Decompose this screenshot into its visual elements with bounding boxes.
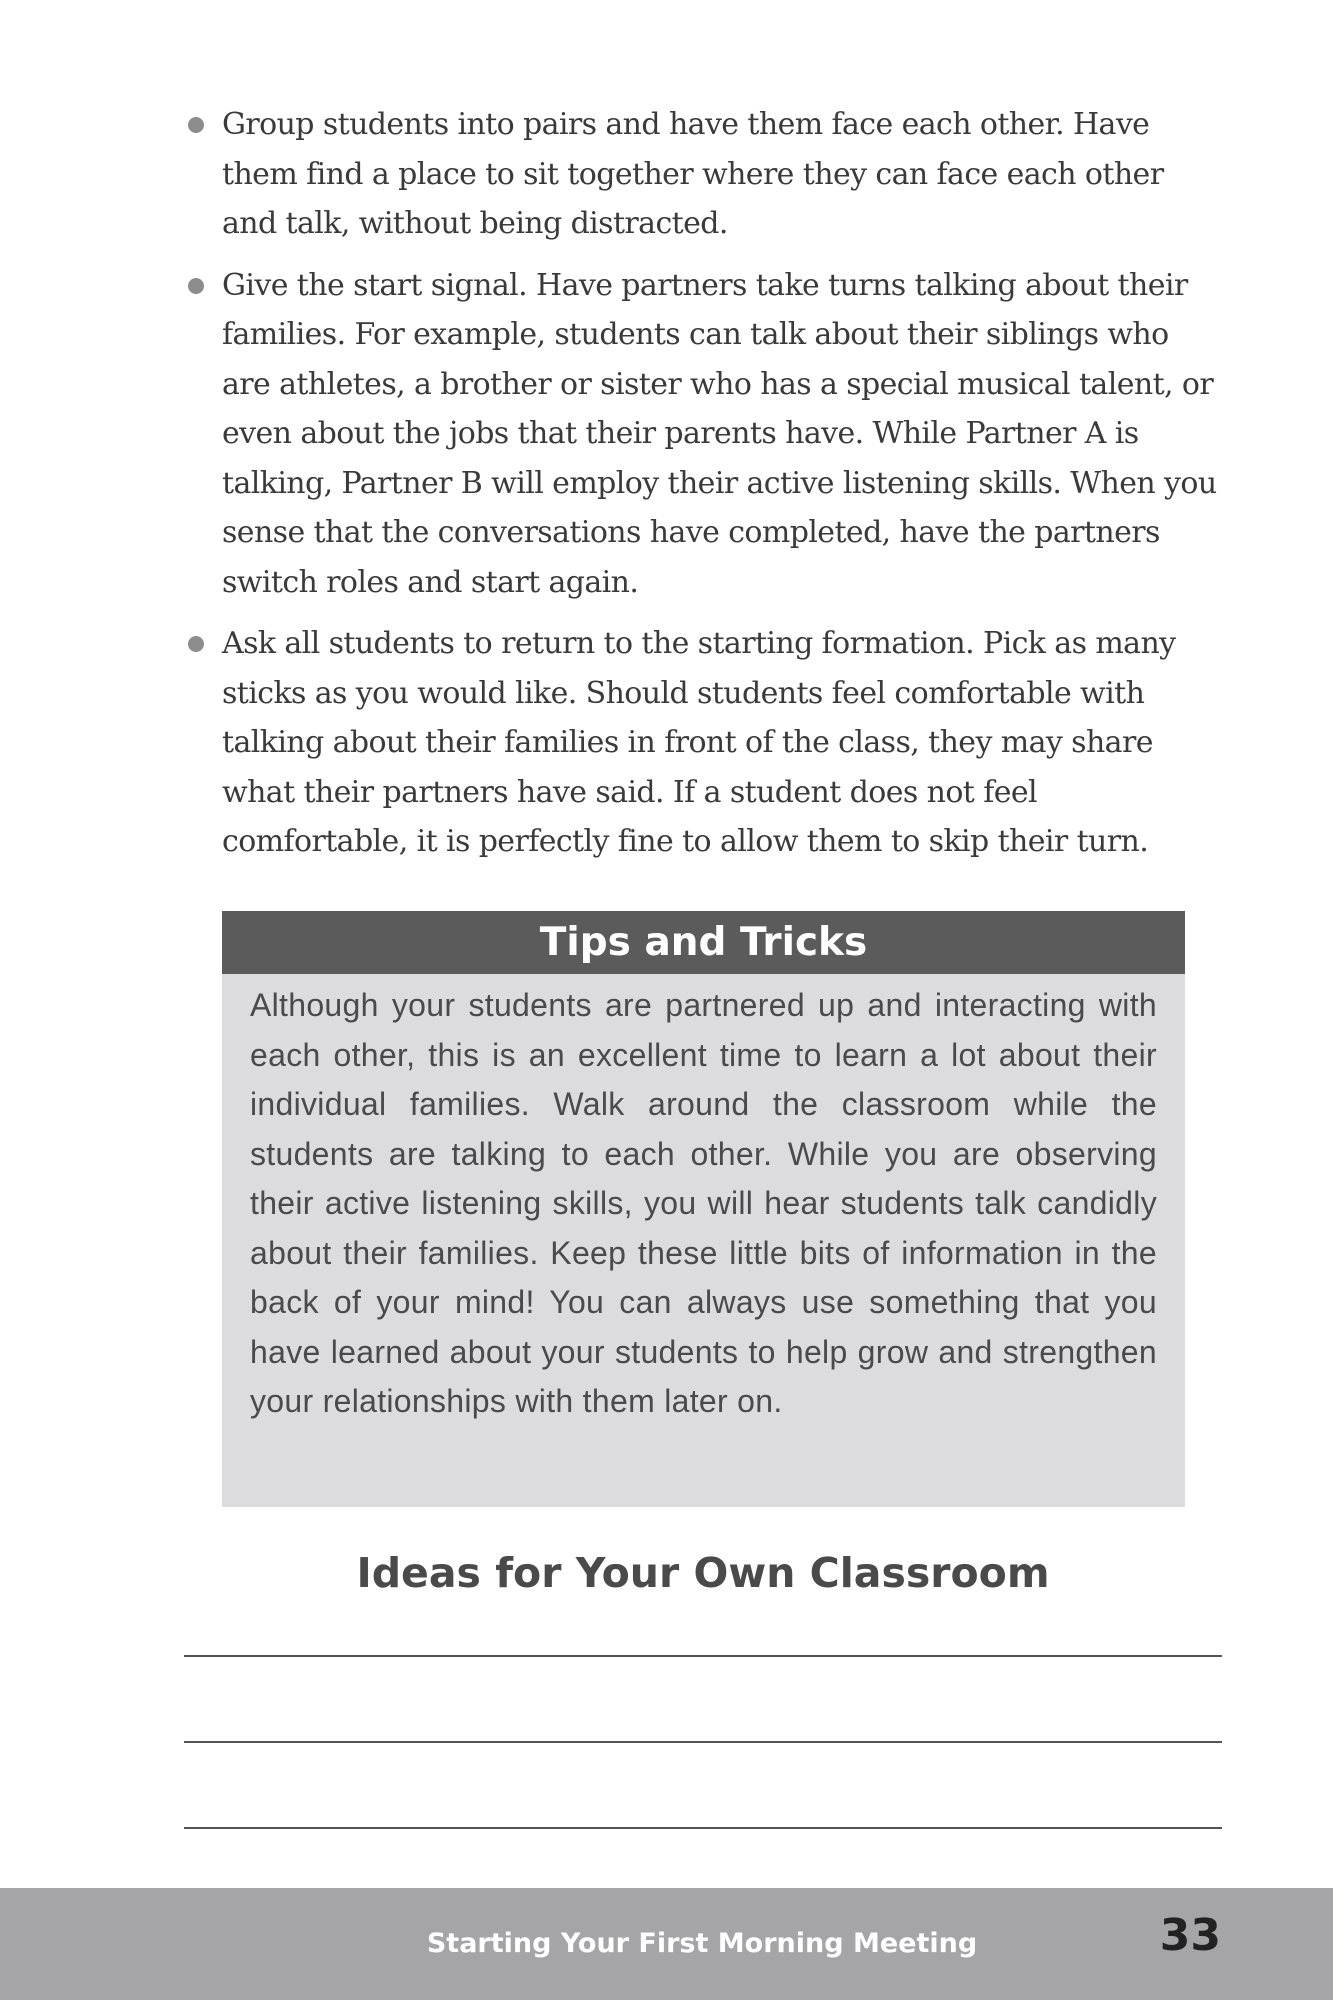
instruction-list <box>184 100 1224 879</box>
page-number: 33 <box>1159 1910 1221 1961</box>
list-item-text: Ask all students to return to the starting formation. Pick as many sticks as you would like. Should students feel comfortable with talking about their families in front of the class, they may share what their partners have said. If a student does not feel comfortable, it is perfectly fine to allow them to skip their turn. <box>222 626 1176 859</box>
bullet-dot-icon <box>188 636 204 652</box>
tips-box <box>222 911 1185 1507</box>
tips-title: Tips and Tricks <box>222 911 1185 974</box>
page-footer <box>0 1888 1333 2000</box>
list-item <box>184 619 1224 867</box>
writing-line <box>184 1655 1222 1657</box>
tips-body: Although your students are partnered up and interacting with each other, this is an excellent time to learn a lot about their individual families. Walk around the classroom while the students are talking to each other. While you are observing their active listening skills, you will hear students talk candidly about their families. Keep these little bits of information in the back of your mind! You can always use something that you have learned about your students to help grow and strengthen your relationships with them later on. <box>250 987 1157 1419</box>
list-item <box>184 100 1224 249</box>
bullet-dot-icon <box>188 278 204 294</box>
bullet-dot-icon <box>188 117 204 133</box>
ideas-heading: Ideas for Your Own Classroom <box>356 1549 1050 1597</box>
footer-title: Starting Your First Morning Meeting <box>426 1928 978 1959</box>
writing-line <box>184 1827 1222 1829</box>
list-item-text: Group students into pairs and have them face each other. Have them find a place to sit together where they can face each other and talk, without being distracted. <box>222 107 1164 241</box>
writing-line <box>184 1741 1222 1743</box>
list-item-text: Give the start signal. Have partners take turns talking about their families. For example, students can talk about their siblings who are athletes, a brother or sister who has a special musical talent, or even about the jobs that their parents have. While Partner A is talking, Partner B will employ their active listening skills. When you sense that the conversations have completed, have the partners switch roles and start again. <box>222 267 1217 600</box>
list-item <box>184 261 1224 608</box>
